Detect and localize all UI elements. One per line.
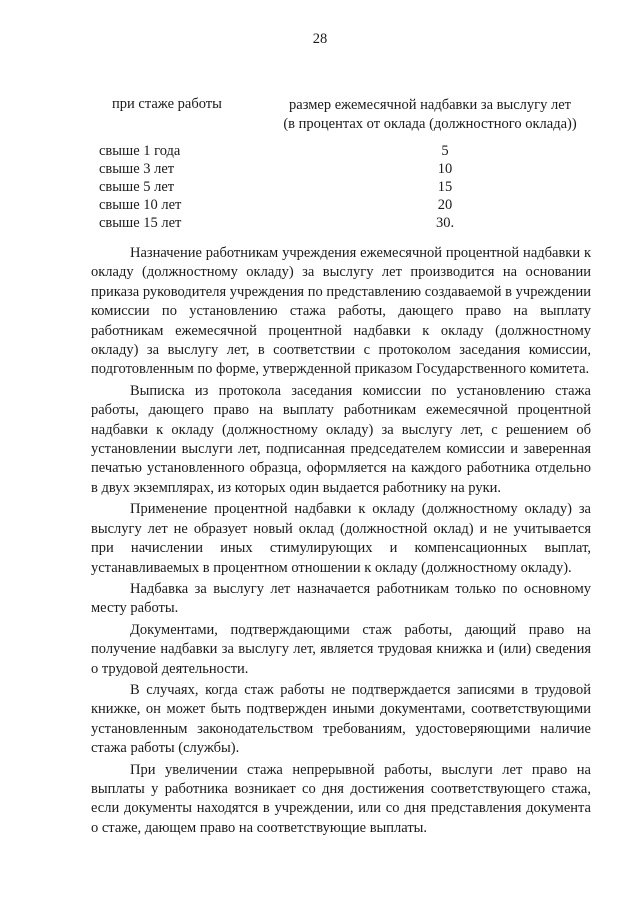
page-number: 28 xyxy=(312,31,328,47)
row-label: свыше 5 лет xyxy=(99,179,175,195)
table-header-experience: при стаже работы xyxy=(112,96,222,112)
paragraph-documents: Документами, подтверждающими стаж работы, дающий право на получение надбавки за выслугу лет, является трудовая книжка и (или) сведения о трудовой деятельности. xyxy=(91,621,591,677)
paragraph-entitlement-date: При увеличении стажа непрерывной работы, выслуги лет право на выплаты у работника возникает со дня достижения соответствующего стажа, если документы находятся в учреждении, или со дня представления документа о стаже, дающем право на соответствующие выплаты. xyxy=(91,761,591,836)
paragraph-application: Применение процентной надбавки к окладу (должностному окладу) за выслугу лет не образует новый оклад (должностной оклад) и не учитывается при начислении иных стимулирующих и компенсационных выплат, устанавливаемых в процентном отношении к окладу (должностному окладу). xyxy=(91,501,591,576)
table-row xyxy=(99,142,499,160)
paragraph-other-documents: В случаях, когда стаж работы не подтверждается записями в трудовой книжке, он может быть подтвержден иными документами, соответствующими установленным законодательством требованиям, удостоверяющими наличие стажа работы (службы). xyxy=(91,681,591,757)
table-header-allowance xyxy=(270,96,590,134)
paragraph-appointment: Назначение работникам учреждения ежемесячной процентной надбавки к окладу (должностному окладу) за выслугу лет производится на основании приказа руководителя учреждения по представлению создаваемой в учреждении комиссии по установлению стажа работы, дающего право на выплату работникам ежемесячной процентной надбавки к окладу (должностному окладу) за выслугу лет, в соответствии с протоколом заседания комиссии, подготовленным по форме, утвержденной приказом Государственного комитета. xyxy=(91,245,591,378)
row-value: 5 xyxy=(441,143,449,159)
row-label: свыше 3 лет xyxy=(99,161,175,177)
table-row xyxy=(99,160,499,178)
table-row xyxy=(99,196,499,214)
table-header-allowance-line1: размер ежемесячной надбавки за выслугу лет xyxy=(289,97,571,113)
row-label: свыше 1 года xyxy=(99,143,181,159)
row-value: 20 xyxy=(437,197,453,213)
body-text xyxy=(91,244,591,840)
row-value: 15 xyxy=(437,179,453,195)
row-label: свыше 15 лет xyxy=(99,215,182,231)
table-row xyxy=(99,214,499,232)
table-header-allowance-line2: (в процентах от оклада (должностного оклада)) xyxy=(283,116,577,132)
paragraph-main-workplace: Надбавка за выслугу лет назначается работникам только по основному месту работы. xyxy=(91,580,591,617)
row-value: 10 xyxy=(437,161,453,177)
table-row xyxy=(99,178,499,196)
row-value: 30. xyxy=(435,215,455,231)
row-label: свыше 10 лет xyxy=(99,197,182,213)
paragraph-protocol-extract: Выписка из протокола заседания комиссии по установлению стажа работы, дающего право на выплату работникам ежемесячной процентной надбавки к окладу (должностному окладу) за выслугу лет, с решением об установлении выслуги лет, подписанная председателем комиссии и заверенная печатью установленного образца, оформляется на каждого работника отдельно в двух экземплярах, из которых один выдается работнику на руки. xyxy=(91,382,591,496)
allowance-table xyxy=(99,142,499,232)
